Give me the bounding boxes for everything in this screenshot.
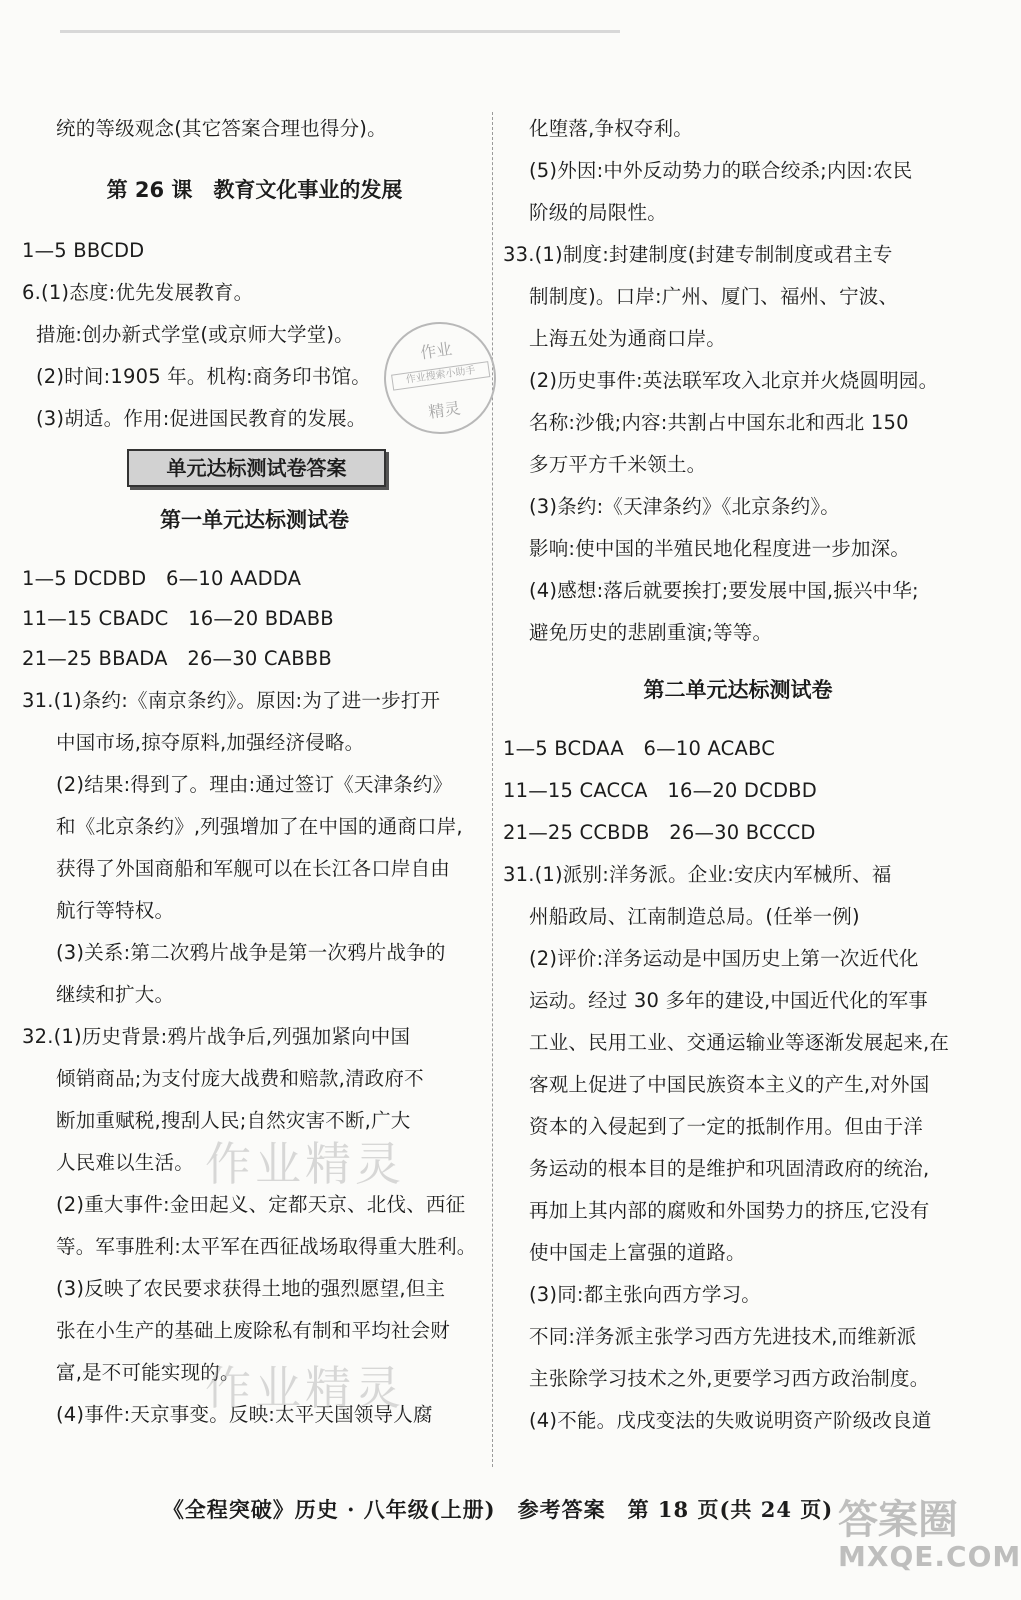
text-line: 32.(1)历史背景:鸦片战争后,列强加紧向中国 bbox=[22, 1025, 411, 1048]
text-line: 州船政局、江南制造总局。(任举一例) bbox=[529, 905, 860, 928]
text-line: 等。军事胜利:太平军在西征战场取得重大胜利。 bbox=[56, 1235, 477, 1258]
text-line: 和《北京条约》,列强增加了在中国的通商口岸, bbox=[56, 815, 463, 838]
stamp-top-text: 作业 bbox=[418, 339, 454, 363]
text-line: 主张除学习技术之外,更要学习西方政治制度。 bbox=[529, 1367, 930, 1390]
answer-line: 1—5 BBCDD bbox=[22, 239, 145, 262]
text-line: (2)时间:1905 年。机构:商务印书馆。 bbox=[36, 365, 371, 388]
text-line: 多万平方千米领土。 bbox=[529, 453, 707, 476]
site-logo bbox=[838, 1488, 1021, 1588]
text-line: 措施:创办新式学堂(或京师大学堂)。 bbox=[36, 323, 354, 346]
text-line: (2)结果:得到了。理由:通过签订《天津条约》 bbox=[56, 773, 453, 796]
answer-line: 21—25 BBADA 26—30 CABBB bbox=[22, 647, 332, 670]
column-divider bbox=[492, 112, 493, 1467]
answer-line: 11—15 CBADC 16—20 BDABB bbox=[22, 607, 334, 630]
text-line: (5)外因:中外反动势力的联合绞杀;内因:农民 bbox=[529, 159, 913, 182]
text-line: 统的等级观念(其它答案合理也得分)。 bbox=[56, 117, 387, 140]
top-rule bbox=[60, 30, 620, 33]
text-line: 倾销商品;为支付庞大战费和赔款,清政府不 bbox=[56, 1067, 424, 1090]
answer-line: 21—25 CCBDB 26—30 BCCCD bbox=[503, 821, 816, 844]
text-line: 富,是不可能实现的。 bbox=[56, 1361, 240, 1384]
text-line: (2)重大事件:金田起义、定都天京、北伐、西征 bbox=[56, 1193, 466, 1216]
text-line: 33.(1)制度:封建制度(封建专制制度或君主专 bbox=[503, 243, 893, 266]
text-line: 不同:洋务派主张学习西方先进技术,而维新派 bbox=[529, 1325, 917, 1348]
text-line: (3)同:都主张向西方学习。 bbox=[529, 1283, 761, 1306]
text-line: 获得了外国商船和军舰可以在长江各口岸自由 bbox=[56, 857, 451, 880]
unit1-title: 第一单元达标测试卷 bbox=[160, 508, 349, 532]
text-line: (4)事件:天京事变。反映:太平天国领导人腐 bbox=[56, 1403, 433, 1426]
text-line: 中国市场,掠夺原料,加强经济侵略。 bbox=[56, 731, 365, 754]
text-line: (3)胡适。作用:促进国民教育的发展。 bbox=[36, 407, 367, 430]
text-line: 影响:使中国的半殖民地化程度进一步加深。 bbox=[529, 537, 911, 560]
page-footer: 《全程突破》历史 · 八年级(上册) 参考答案 第 18 页(共 24 页) bbox=[162, 1497, 834, 1522]
logo-top-text: 答案圈 bbox=[838, 1497, 958, 1543]
text-line: 继续和扩大。 bbox=[56, 983, 175, 1006]
text-line: (2)评价:洋务运动是中国历史上第一次近代化 bbox=[529, 947, 919, 970]
text-line: 31.(1)派别:洋务派。企业:安庆内军械所、福 bbox=[503, 863, 892, 886]
text-line: 工业、民用工业、交通运输业等逐渐发展起来,在 bbox=[529, 1031, 950, 1054]
text-line: 避免历史的悲剧重演;等等。 bbox=[529, 621, 773, 644]
stamp-bottom-text: 精灵 bbox=[427, 398, 462, 422]
text-line: 制制度)。口岸:广州、厦门、福州、宁波、 bbox=[529, 285, 899, 308]
text-line: 断加重赋税,搜刮人民;自然灾害不断,广大 bbox=[56, 1109, 411, 1132]
answer-line: 1—5 DCDBD 6—10 AADDA bbox=[22, 567, 302, 590]
text-line: 6.(1)态度:优先发展教育。 bbox=[22, 281, 254, 304]
text-line: 务运动的根本目的是维护和巩固清政府的统治, bbox=[529, 1157, 930, 1180]
text-line: (3)条约:《天津条约》《北京条约》。 bbox=[529, 495, 840, 518]
unit2-title: 第二单元达标测试卷 bbox=[643, 678, 833, 702]
text-line: (3)反映了农民要求获得土地的强烈愿望,但主 bbox=[56, 1277, 446, 1300]
watermark-stamp bbox=[377, 315, 503, 441]
text-line: (3)关系:第二次鸦片战争是第一次鸦片战争的 bbox=[56, 941, 446, 964]
text-line: 人民难以生活。 bbox=[56, 1151, 194, 1174]
logo-bottom-text: MXQE.COM bbox=[838, 1540, 1021, 1573]
text-line: 阶级的局限性。 bbox=[529, 201, 667, 224]
text-line: 资本的入侵起到了一定的抵制作用。但由于洋 bbox=[529, 1115, 924, 1138]
text-line: 使中国走上富强的道路。 bbox=[529, 1241, 746, 1264]
text-line: 客观上促进了中国民族资本主义的产生,对外国 bbox=[529, 1073, 930, 1096]
watermark-text: 作业精灵 bbox=[205, 1137, 405, 1191]
text-line: 化堕落,争权夺利。 bbox=[529, 117, 693, 140]
text-line: (4)不能。戊戌变法的失败说明资产阶级改良道 bbox=[529, 1409, 932, 1432]
lesson-title: 第 26 课 教育文化事业的发展 bbox=[106, 178, 403, 202]
answer-line: 11—15 CACCA 16—20 DCDBD bbox=[503, 779, 817, 802]
text-line: 航行等特权。 bbox=[56, 899, 175, 922]
section-box-title: 单元达标测试卷答案 bbox=[127, 449, 386, 487]
text-line: (2)历史事件:英法联军攻入北京并火烧圆明园。 bbox=[529, 369, 939, 392]
text-line: (4)感想:落后就要挨打;要发展中国,振兴中华; bbox=[529, 579, 919, 602]
text-line: 运动。经过 30 多年的建设,中国近代化的军事 bbox=[529, 989, 929, 1012]
text-line: 31.(1)条约:《南京条约》。原因:为了进一步打开 bbox=[22, 689, 441, 712]
text-line: 再加上其内部的腐败和外国势力的挤压,它没有 bbox=[529, 1199, 930, 1222]
text-line: 名称:沙俄;内容:共割占中国东北和西北 150 bbox=[529, 411, 909, 434]
watermark-text: 作业精灵 bbox=[205, 1361, 405, 1415]
answer-line: 1—5 BCDAA 6—10 ACABC bbox=[503, 737, 776, 760]
text-line: 上海五处为通商口岸。 bbox=[529, 327, 727, 350]
stamp-mid-text: 作业搜索小助手 bbox=[391, 361, 490, 390]
text-line: 张在小生产的基础上废除私有制和平均社会财 bbox=[56, 1319, 451, 1342]
